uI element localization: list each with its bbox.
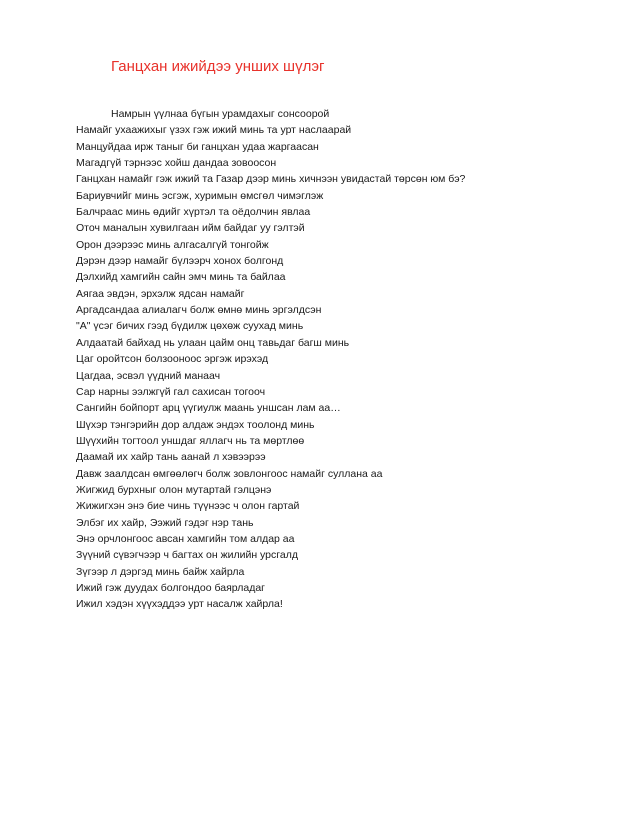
poem-line: Орон дээрээс минь алгасалгүй тонгойж (76, 238, 269, 251)
poem-line: Зүүний сүвэгчээр ч багтах он жилийн урсгалд (76, 549, 298, 562)
poem-line: Цаг оройтсон болзооноос эргэж ирэхэд (76, 353, 269, 366)
poem-body (76, 106, 596, 613)
poem-line: Дэрэн дээр намайг бүлээрч хонох болгонд (76, 255, 284, 268)
poem-line: Ижий гэж дуудах болгондоо баярладаг (76, 581, 266, 594)
poem-line: Сар нарны ээлжгүй гал сахисан тогооч (76, 385, 266, 398)
poem-line: Аргадсандаа алиалагч болж өмнө минь эргэлдсэн (76, 304, 322, 317)
poem-line: Ганцхан намайг гэж ижий та Газар дээр минь хичнээн увидастай төрсөн юм бэ? (76, 173, 466, 186)
poem-line: Балчраас минь өдийг хүртэл та оёдолчин явлаа (76, 206, 311, 219)
poem-line: Алдаатай байхад нь улаан цайм онц тавьдаг багш минь (76, 336, 350, 349)
poem-line: Манцуйдаа ирж таныг би ганцхан удаа жаргаасан (76, 140, 319, 153)
poem-line: Жижигхэн энэ бие чинь түүнээс ч олон гартай (76, 500, 300, 513)
poem-line: Энэ орчлонгоос авсан хамгийн том алдар аа (76, 532, 295, 545)
poem-line: Ижил хэдэн хүүхэддээ урт насалж хайрла! (76, 598, 283, 611)
poem-line: Дэлхийд хамгийн сайн эмч минь та байлаа (76, 271, 286, 284)
poem-line: Аягаа эвдэн, эрхэлж ядсан намайг (76, 287, 245, 300)
poem-line: Шүхэр тэнгэрийн дор алдаж эндэх тоолонд минь (76, 418, 315, 431)
poem-line: Магадгүй тэрнээс хойш дандаа зовоосон (76, 157, 277, 170)
poem-line: Даамай их хайр тань аанай л хэвээрээ (76, 451, 266, 464)
poem-line: Элбэг их хайр, Ээжий гэдэг нэр тань (76, 516, 254, 529)
poem-line: Намайг ухаажихыг үзэх гэж ижий минь та урт наслаарай (76, 124, 352, 137)
poem-line: Шүүхийн тогтоол уншдаг яллагч нь та мөртлөө (76, 434, 305, 447)
poem-line: Цагдаа, эсвэл үүдний манаач (76, 369, 221, 382)
poem-line: "А" үсэг бичих гээд бүдилж цөхөж суухад минь (76, 320, 304, 333)
poem-line: Оточ маналын хувилгаан ийм байдаг уу гэлтэй (76, 222, 305, 235)
poem-line: Жигжид бурхныг олон мутартай гэлцэнэ (76, 483, 272, 496)
poem-line: Сангийн бойпорт арц үүгиулж маань уншсан лам аа… (76, 402, 341, 415)
poem-line: Зүгээр л дэргэд минь байж хайрла (76, 565, 245, 578)
poem-line: Намрын үүлнаа бүгын урамдахыг сонсоорой (111, 108, 330, 120)
poem-title: Ганцхан ижийдээ унших шүлэг (111, 58, 325, 75)
poem-line: Давж заалдсан өмгөөлөгч болж зовлонгоос намайг суллана аа (76, 467, 383, 480)
poem-line: Бариувчийг минь эсгэж, хуримын өмсгөл чимэглэж (76, 189, 324, 202)
